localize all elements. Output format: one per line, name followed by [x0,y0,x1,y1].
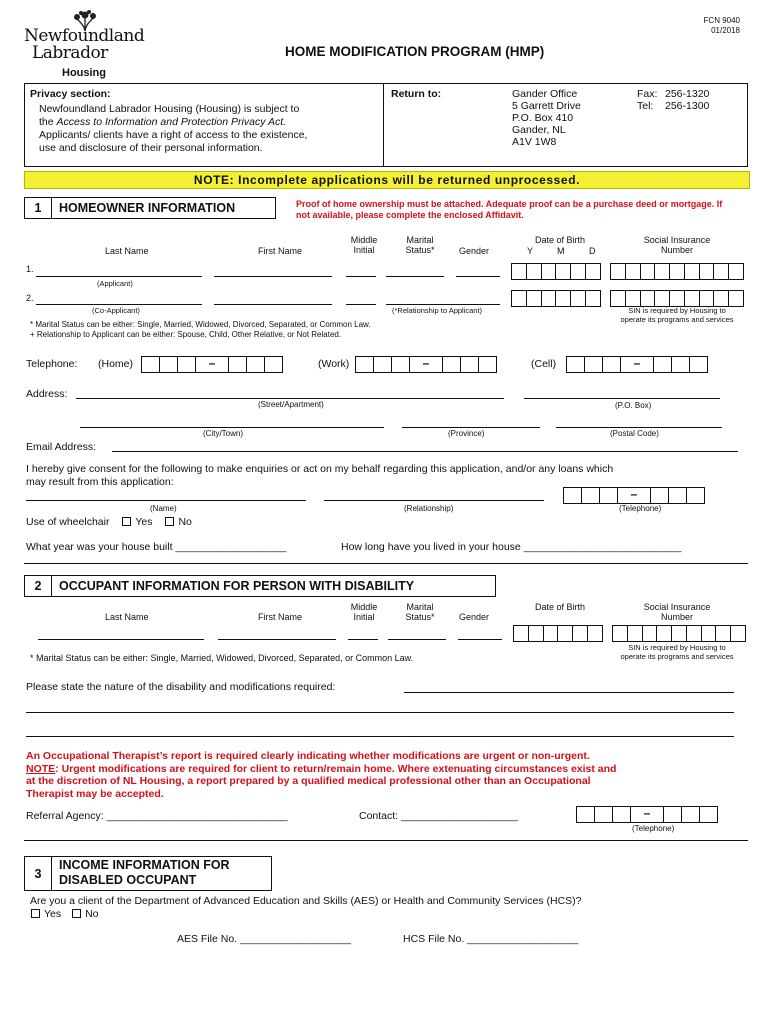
s2-col-sin-l1: Social Insurance [643,602,711,612]
home-phone-field[interactable]: – [141,356,283,373]
privacy-divider [383,84,384,166]
fax-line [637,88,709,100]
city-caption: (City/Town) [203,429,244,438]
home-label: (Home) [98,358,134,370]
tel-label: Tel: [637,100,654,112]
section3-title [59,858,230,888]
s2-col-marital-status [398,602,442,622]
pobox-field[interactable] [524,398,720,399]
applicant-caption: (Applicant) [97,279,133,288]
fax-label: Fax: [637,88,658,100]
applicant-marital-field[interactable] [386,276,444,277]
col-marital-status [398,235,442,255]
nl-housing-logo [24,10,144,80]
disability-label: Please state the nature of the disability and modifications required: [26,681,336,693]
wheelchair-yes-checkbox[interactable] [122,516,152,528]
coapplicant-middle-field[interactable] [346,304,376,305]
postal-field[interactable] [556,427,722,428]
ot-line2 [26,763,750,776]
privacy-act-name: Access to Information and Protection Privacy Act. [56,116,287,128]
col-gender: Gender [459,246,490,256]
sin-note [604,306,750,324]
privacy-line3: Applicants/ clients have a right of access to the existence, [39,129,308,141]
applicant-sin-field[interactable] [610,263,744,280]
s2-col-middle-l1: Middle [350,602,378,612]
pobox-caption: (P.O. Box) [615,401,652,410]
note-bar [24,171,750,189]
section1-header [24,197,276,219]
note-text: NOTE: Incomplete applications will be returned unprocessed. [193,173,581,187]
sin-note-l2: operate its programs and services [620,315,734,324]
aes-hcs-options [31,908,99,920]
s2-telephone-caption: (Telephone) [632,824,675,833]
telephone-label: Telephone: [26,358,78,370]
s2-sin-note-l1: SIN is required by Housing to [628,643,726,652]
ot-requirement [26,750,750,800]
consent-name-field[interactable] [26,500,306,501]
relationship-note: + Relationship to Applicant can be either: Spouse, Child, Other Relative, or Not Related. [30,330,342,339]
aes-hcs-no-label: No [85,908,99,920]
section1-number: 1 [25,198,52,218]
disability-field-line3[interactable] [26,736,734,737]
applicant-first-name-field[interactable] [214,276,332,277]
wheelchair-label: Use of wheelchair [26,516,110,528]
tel-line [637,100,709,112]
proof-notice: Proof of home ownership must be attached. Adequate proof can be a purchase deed or mortgage. If not available, please complete the enclosed Affidavit. [296,199,723,220]
referral-agency-field[interactable]: Referral Agency: _______________________________ [26,810,288,822]
occupant-marital-field[interactable] [388,639,446,640]
street-caption: (Street/Apartment) [258,400,324,409]
occupant-first-name-field[interactable] [218,639,336,640]
ot-line4: Therapist may be accepted. [26,787,164,800]
consent-relationship-field[interactable] [324,500,544,501]
work-phone-field[interactable]: – [355,356,497,373]
year-built-field[interactable]: What year was your house built ___________________ [26,541,287,553]
s2-col-marital-l2: Status* [405,612,435,622]
how-long-field[interactable]: How long have you lived in your house ___________________________ [341,541,682,553]
occupant-middle-field[interactable] [348,639,378,640]
wheelchair-yes-label: Yes [135,516,153,528]
address-label: Address: [26,388,68,400]
marital-note: * Marital Status can be either: Single, Married, Widowed, Divorced, Separated, or Common Law. [30,320,371,329]
province-field[interactable] [402,427,540,428]
tel-number: 256-1300 [665,100,710,112]
row-number-2: 2. [26,293,34,303]
s2-sin-note-l2: operate its programs and services [620,652,734,661]
s2-col-sin-l2: Number [660,612,693,622]
city-field[interactable] [80,427,384,428]
page-title: HOME MODIFICATION PROGRAM (HMP) [285,44,545,59]
col-dob-m: M [557,246,565,256]
col-middle-l1: Middle [350,235,378,245]
email-field[interactable] [112,451,738,452]
coapplicant-relationship-field[interactable] [386,304,500,305]
office-line: Gander, NL [512,124,566,136]
ot-note-word: NOTE [26,762,56,775]
section3-header [24,856,272,891]
contact-field[interactable]: Contact: ____________________ [359,810,518,822]
consent-line1: I hereby give consent for the following to make enquiries or act on my behalf regarding this application, and/or any loans which [26,463,614,475]
privacy-line2-pre: the [39,116,57,128]
section1-divider [24,563,748,564]
col-first-name: First Name [258,246,303,256]
section2-title: OCCUPANT INFORMATION FOR PERSON WITH DISABILITY [59,579,415,593]
col-marital-l1: Marital [406,235,434,245]
occupant-dob-field[interactable] [513,625,603,642]
office-line: A1V 1W8 [512,136,557,148]
col-sin-l1: Social Insurance [643,235,711,245]
disability-field-line2[interactable] [26,712,734,713]
office-line: P.O. Box 410 [512,112,574,124]
s2-marital-note: * Marital Status can be either: Single, Married, Widowed, Divorced, Separated, or Common Law. [30,653,414,663]
applicant-last-name-field[interactable] [36,276,202,277]
postal-caption: (Postal Code) [610,429,659,438]
logo-sub: Housing [62,67,106,79]
col-sin [622,235,732,255]
disability-field-line1[interactable] [404,692,734,693]
ot-line3: at the discretion of NL Housing, a report prepared by a qualified medical professional other than an Occupational [26,775,591,787]
office-address [512,88,581,148]
section3-title-l1: INCOME INFORMATION FOR [59,858,230,872]
cell-phone-field[interactable]: – [566,356,708,373]
aes-hcs-yes-label: Yes [44,908,62,920]
consent-line2: may result from this application: [26,476,174,488]
logo-line2: Labrador [32,43,108,63]
section2-divider [24,840,748,841]
section3-number: 3 [25,857,52,890]
wheelchair-no-checkbox[interactable] [165,516,191,528]
logo-line1: Newfoundland [24,26,145,46]
coapplicant-caption: (Co-Applicant) [92,306,140,315]
col-marital-l2: Status* [405,245,435,255]
col-dob-d: D [589,246,596,256]
section3-title-l2: DISABLED OCCUPANT [59,873,197,887]
work-label: (Work) [318,358,350,370]
s2-col-gender: Gender [459,612,490,622]
coapplicant-sin-field[interactable] [610,290,744,307]
section2-header [24,575,496,597]
applicant-dob-field[interactable] [511,263,601,280]
s2-col-date-of-birth: Date of Birth [535,602,586,612]
form-date: 01/2018 [711,26,740,35]
col-date-of-birth: Date of Birth [535,235,586,245]
col-last-name: Last Name [105,246,149,256]
email-label: Email Address: [26,441,97,453]
s2-col-middle-initial [342,602,386,622]
return-to-label: Return to: [391,88,442,100]
fax-number: 256-1320 [665,88,710,100]
aes-hcs-no-checkbox[interactable] [72,908,98,920]
form-code: FCN 9040 [703,16,740,25]
name-caption: (Name) [150,504,177,513]
privacy-heading: Privacy section: [30,88,111,100]
ot-line2-text: : Urgent modifications are required for client to return/remain home. Where extenuating circumstances exist and [55,762,617,775]
privacy-line4: use and disclosure of their personal information. [39,142,263,154]
office-line: Gander Office [512,88,578,100]
aes-hcs-yes-checkbox[interactable] [31,908,61,920]
wheelchair-row [26,516,192,528]
hcs-file-field[interactable]: HCS File No. ___________________ [403,933,579,945]
s2-col-first-name: First Name [258,612,303,622]
aes-file-field[interactable]: AES File No. ___________________ [177,933,351,945]
col-middle-initial [342,235,386,255]
wheelchair-no-label: No [178,516,192,528]
col-middle-l2: Initial [353,245,375,255]
coapplicant-dob-field[interactable] [511,290,601,307]
relationship2-caption: (Relationship) [404,504,454,513]
occupant-sin-field[interactable] [612,625,746,642]
relationship-caption: (*Relationship to Applicant) [392,306,483,315]
cell-label: (Cell) [531,358,557,370]
street-field[interactable] [76,398,504,399]
s2-col-marital-l1: Marital [406,602,434,612]
occupant-last-name-field[interactable] [38,639,204,640]
section1-title: HOMEOWNER INFORMATION [59,201,236,215]
coapplicant-last-name-field[interactable] [36,304,202,305]
telephone-caption: (Telephone) [619,504,662,513]
aes-hcs-question: Are you a client of the Department of Advanced Education and Skills (AES) or Health and Community Services (HCS)? [30,895,582,907]
row-number-1: 1. [26,264,34,274]
applicant-middle-field[interactable] [346,276,376,277]
s2-col-middle-l2: Initial [353,612,375,622]
privacy-line1: Newfoundland Labrador Housing (Housing) is subject to [39,103,300,115]
occupant-gender-field[interactable] [458,639,502,640]
applicant-gender-field[interactable] [456,276,500,277]
sin-note-l1: SIN is required by Housing to [628,306,726,315]
privacy-line2 [39,116,286,128]
privacy-box [24,83,748,167]
referral-phone-field[interactable]: – [576,806,718,823]
consent-phone-field[interactable]: – [563,487,705,504]
s2-col-sin [622,602,732,622]
office-line: 5 Garrett Drive [512,100,581,112]
col-sin-l2: Number [660,245,693,255]
coapplicant-first-name-field[interactable] [214,304,332,305]
s2-col-last-name: Last Name [105,612,149,622]
s2-sin-note [604,643,750,661]
section2-number: 2 [25,576,52,596]
province-caption: (Province) [448,429,485,438]
col-dob-y: Y [527,246,534,256]
ot-line1: An Occupational Therapist’s report is required clearly indicating whether modifications are urgent or non-urgent. [26,750,590,762]
